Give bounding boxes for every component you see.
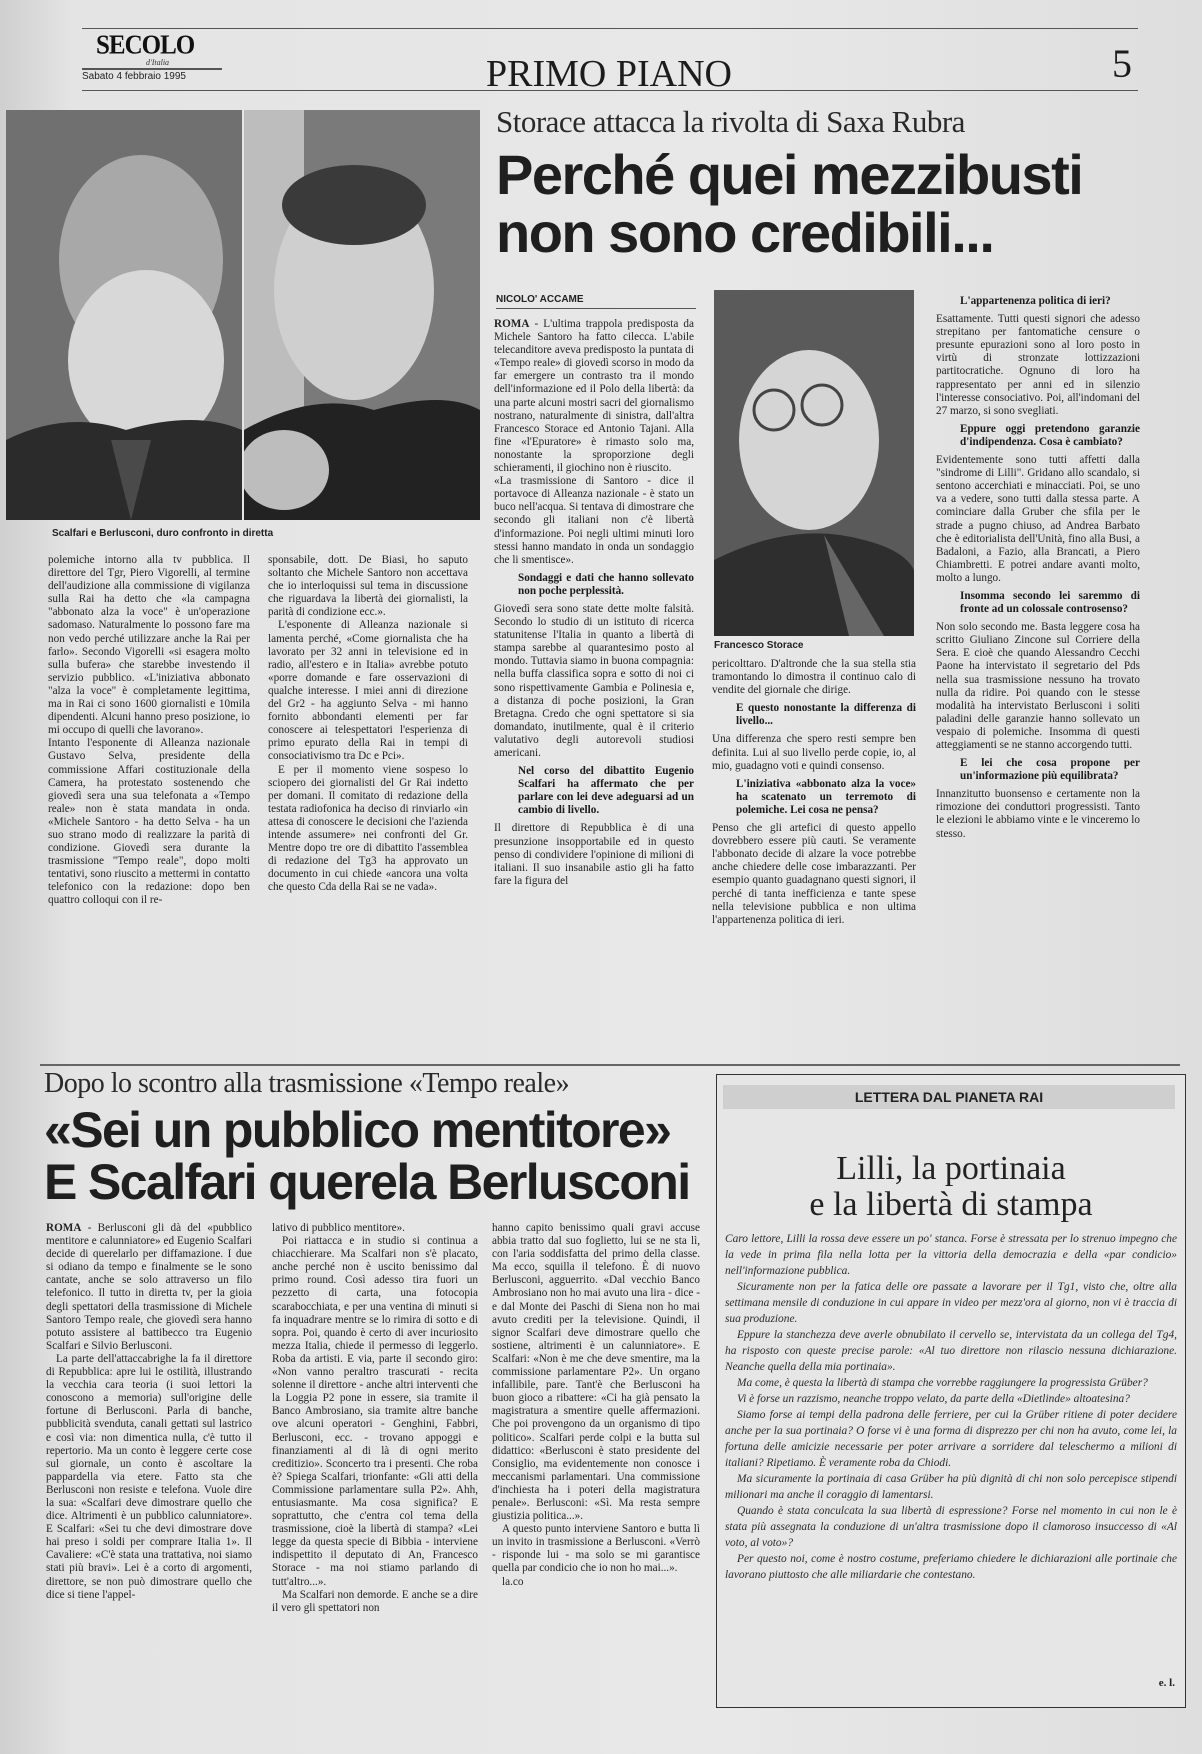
letter-signature: e. l. (1158, 1677, 1175, 1689)
interview-question: E lei che cosa propone per un'informazione più equilibrata? (960, 757, 1140, 783)
paragraph: lativo di pubblico mentitore». (272, 1222, 405, 1234)
logo-rule (82, 68, 222, 70)
bottom-kicker: Dopo lo scontro alla trasmissione «Tempo reale» (44, 1068, 570, 1099)
interview-question: Insomma secondo lei saremmo di fronte ad un colossale controsenso? (960, 589, 1140, 616)
interview-answer: pericolttaro. D'altronde che la sua stella stia tramontando lo dimostra il continuo calo di vendite del giornale che dirige. (712, 658, 916, 697)
paragraph: L'esponente di Alleanza nazionale si lamenta perché, «Come giornalista che ha lavorato per 32 anni in televisione ed in radio, all'estero e in Italia» avrebbe potuto «porre domande e fare osservazioni di qualche interesse. I miei anni di direzione del Gr2 - ha aggiunto Selva - mi hanno fornito abbondanti elementi per far conoscere ai telespettatori l'esperienza di primo epurato della Rai in tempi di consociativismo tra Dc e Pci». (268, 619, 468, 763)
top-headline-line2: non sono credibili... (496, 201, 994, 264)
interview-answer: Penso che gli artefici di questo appello dovrebbero essere più cauti. Se veramente l'abbonato decide di alzare la voce potrebbe anche chiedere delle cose imbarazzanti. Per esempio quanto guadagnano questi signori, il perché di tanta inefficienza e tante spese nella televisione pubblica e non ultima l'appartenenza politica di ieri. (712, 822, 916, 926)
letter-paragraph: Quando è stata conculcata la sua libertà di espressione? Forse nel momento in cui non le è stata più assegnata la conduzione di un'altra trasmissione dopo il clamoroso insuccesso di «Al voto, al voto»? (725, 1505, 1177, 1549)
interview-question: Eppure oggi pretendono garanzie d'indipendenza. Cosa è cambiato? (960, 422, 1140, 448)
interview-answer: Una differenza che spero resti sempre ben definita. Lui al suo livello perde copie, io, al mio, guadagno voti e quindi consenso. (712, 733, 916, 772)
bottom-headline-line2: E Scalfari querela Berlusconi (44, 1154, 690, 1210)
interview-question: E questo nonostante la differenza di livello... (736, 702, 916, 728)
section-title-text: PRIMO PIANO (486, 53, 732, 95)
interview-answer: Il direttore di Repubblica è di una presunzione insopportabile ed in questo penso di condividere l'opinione di milioni di italiani. Il suo insanabile astio gli ha fatto fare la figura del (494, 822, 694, 887)
bottom-column-1 (46, 1222, 252, 1602)
top-left-column-1 (48, 554, 250, 908)
paragraph: Intanto l'esponente di Alleanza nazionale Gustavo Selva, presidente della commissione Affari costituzionale della Camera, ha protestato sostenendo che giovedì sera una sua telefonata a «Tempo reale» non è stata mandata in onda. «Michele Santoro - ha detto Selva - ha un suo strano modo di realizzare la parità di condizione. Giovedì sera durante la trasmissione "Tempo reale", dopo molti tentativi, sono riuscito a mettermi in contatto telefonico con la redazione: dopo ben quattro colloqui con il re- (48, 737, 250, 907)
photo-berlusconi (244, 110, 480, 520)
letter-title-line2: e la libertà di stampa (809, 1186, 1093, 1223)
photo-caption-storace: Francesco Storace (714, 640, 804, 651)
letter-paragraph: Siamo forse ai tempi della padrona delle ferriere, per cui la Grüber ritiene di poter decidere anche per la sua portinaia? O forse vi è una forma di disprezzo per chi non ha avuto, come lei, la fortuna delle amicizie necessarie per poter arrivare a sorridere dal teleschermo a milioni di italiani? Ripetiamo. È veramente roba da Chiodi. (725, 1409, 1177, 1469)
newspaper-logo-subtitle: d'Italia (146, 58, 170, 67)
letter-body (725, 1231, 1177, 1583)
interview-column-1 (494, 318, 694, 888)
newspaper-logo: SECOLO (96, 30, 195, 61)
letter-paragraph: Caro lettore, Lilli la rossa deve essere un po' stanca. Forse è stressata per lo strenuo impegno che la vede in prima fila nella lotta per la vittoria della democrazia e della «par condicio» nell'informazione pubblica. (725, 1233, 1177, 1277)
paragraph: Poi riattacca e in studio si continua a chiacchierare. Ma Scalfari non s'è placato, anche perché non è uscito benissimo dal primo round. Così adesso tira fuori un pezzetto di carta, una fotocopia scarabocchiata, e per una ventina di minuti si fa inquadrare mentre se lo rimira di sotto e di sopra. Poi, quando è certo di aver incuriosito mezza Italia, chiede il permesso di leggerlo. Roba da artisti. E via, parte il secondo giro: «Non vanno peraltro trascurati - recita solenne il direttore - anche altri interventi che la Loggia P2 pone in essere, sia tramite il Banco Ambrosiano, sia tramite altre banche ove alcuni operatori - Genghini, Fabbri, Berlusconi, ecc. - trovano appoggi e finanziamenti al di là di ogni merito creditizio». Sconcerto tra i presenti. Che roba è? Spiega Scalfari, trionfante: «Gli atti della Commissione parlamentare sulla P2». Ahh, entusiasmante. Ma cosa significa? E soprattutto, che c'entra col tema della trasmissione, cioè la libertà di stampa? «Lei legge da questa specie di Bibbia - interviene indispettito il deputato di An, Francesco Storace - ma noi stiamo parlando di tutt'altro...». (272, 1235, 478, 1588)
byline-rule (496, 308, 696, 309)
author-initials: la.co (502, 1575, 524, 1588)
letter-box (716, 1074, 1186, 1708)
interview-question: L'iniziativa «abbonato alza la voce» ha scatenato un terremoto di polemiche. Lei cosa ne pensa? (736, 777, 916, 816)
paragraph (46, 1222, 252, 1353)
top-left-column-2 (268, 554, 468, 894)
intro-text: - L'ultima trappola predisposta da Michele Santoro ha fatto cilecca. L'abile telecanditore aveva predisposto la puntata di «Tempo reale» di giovedì scorso in modo da far emergere un contrasto tra il mondo dell'informazione ed il Polo della libertà: da una parte alcuni mostri sacri del giornalismo nostrano, naturalmente di sinistra, dall'altra Francesco Storace ed Antonio Tajani. Alla fine «l'Epuratore» è rimasto solo ma, nonostante la sproporzione degli schieramenti, il giochino non è riuscito. (494, 318, 694, 475)
paragraph: A questo punto interviene Santoro e butta lì un invito in trasmissione a Berlusconi. «Verrò - risponde lui - ma solo se mi garantisce quella par condicio che io non ho mai...». (492, 1523, 700, 1575)
masthead-bottom-rule (82, 90, 1138, 91)
bottom-column-3 (492, 1222, 700, 1589)
letter-box-header: LETTERA DAL PIANETA RAI (723, 1085, 1175, 1109)
lead-text: - Berlusconi gli dà del «pubblico mentitore e calunniatore» ed Eugenio Scalfari decide di querelarlo per diffamazione. I due si odiano da tempo e finalmente se le sono cantate, anche se solo attraverso un filo telefonico. Il tutto in diretta tv, per la gioia degli spettatori della trasmissione di Michele Santoro Tempo reale, che giovedì sera hanno potuto assistere al battibecco tra Eugenio Scalfari e Silvio Berlusconi. (46, 1222, 252, 1352)
letter-title-line1: Lilli, la portinaia (836, 1150, 1066, 1187)
letter-paragraph: Vi è forse un razzismo, neanche troppo velato, da parte della «Dietlinde» altoatesina? (737, 1393, 1130, 1405)
section-divider (40, 1064, 1180, 1066)
interview-answer: Innanzitutto buonsenso e certamente non la rimozione dei conduttori progressisti. Tanto le elezioni le abbiamo vinte e le vinceremo lo stesso. (936, 788, 1140, 840)
paragraph: hanno capito benissimo quali gravi accuse abbia tratto dal suo foglietto, lui se ne sta lì, con l'aria soddisfatta del primo della classe. Ma ecco, squilla il telefono. È di nuovo Berlusconi, agguerrito. «Dal vecchio Banco Ambrosiano non ho mai avuto una lira - dice - e dal Monte dei Paschi di Siena non ho mai avuto crediti per la televisione. Quindi, il signor Scalfari deve dimostrare quello che sostiene, altrimenti è un calunniatore». E Scalfari: «Non è me che deve smentire, ma la commissione parlamentare P2». Un organo infallibile, pare. Tant'è che Berlusconi ha buon gioco a ribattere: «Ci ha già pensato la magistratura a smentire quelle affermazioni. Che poi provengono da un organismo di tipo politico». Scalfari perde colpi e la butta sul didattico: «Berlusconi è stato presidente del Consiglio, ma evidentemente non conosce i meccanismi parlamentari. Una commissione d'inchiesta ha i poteri della magistratura penale». Berlusconi: «Sì. Ma resta sempre giustizia politica...». (492, 1222, 700, 1523)
interview-question: L'appartenenza politica di ieri? (960, 295, 1111, 307)
bottom-headline-line1: «Sei un pubblico mentitore» (44, 1102, 671, 1158)
letter-paragraph: Per questo noi, come è nostro costume, preferiamo chiedere le dichiarazioni alle portinaie che lavorano piuttosto che alle miliardarie che contestano. (725, 1553, 1177, 1581)
interview-answer: Esattamente. Tutti questi signori che adesso strepitano per fantomatiche censure o presunte epurazioni sono al loro posto in virtù di stronzate lottizzazioni partitocratiche. Ognuno di loro ha rappresentato per anni ed in silenzio l'interesse consociativo. Poi, all'indomani del 27 marzo, si sono svegliati. (936, 313, 1140, 417)
interview-column-3 (936, 290, 1140, 841)
photo-scalfari (6, 110, 242, 520)
top-kicker: Storace attacca la rivolta di Saxa Rubra (496, 104, 965, 139)
paragraph: «La trasmissione di Santoro - dice il portavoce di Alleanza nazionale - è stato un buco nell'acqua. Si tentava di dimostrare che secondo gli italiani non c'è libertà d'informazione. Poi negli ultimi minuti loro stessi hanno mandato in onda un sondaggio che li smentisce». (494, 475, 694, 566)
letter-title (717, 1151, 1185, 1223)
photo-caption-scalfari-berlusconi: Scalfari e Berlusconi, duro confronto in diretta (52, 528, 274, 539)
paragraph: La parte dell'attaccabrighe la fa il direttore di Repubblica: apre lui le ostilità, illustrando la vecchia cara teoria (i suoi lettori la conoscono a memoria) sull'origine delle fortune di Berlusconi. Parla di banche, pubblicità svenduta, canali gettati sul lastrico e così via: non dimentica nulla, c'è tutto il repertorio. Ma un conto è leggere certe cose sul giornale, un conto è ascoltare la pappardella via etere. Fatto sta che Berlusconi non resiste e telefona. Vuole dire la sua: «Scalfari deve dimostrare quello che dice. Altrimenti è un pubblico calunniatore». E Scalfari: «Sei tu che devi dimostrare dove hai preso i soldi per comprare Italia 1». Il Cavaliere: «C'è stata una trattativa, noi siamo stati più bravi». Lei è a corto di argomenti, direttore, se non può dimostrare quello che dice si tiene l'appel- (46, 1352, 252, 1601)
paragraph: polemiche intorno alla tv pubblica. Il direttore del Tgr, Piero Vigorelli, al termine dell'audizione alla commissione di vigilanza sulla Rai ha detto che «la campagna "abbonato alza la voce" è un'operazione sadomaso. Naturalmente lo possono fare ma non vedo perché utilizzare anche la Rai per farlo». Secondo Vigorelli «si esagera molto sulla bufera» che starebbe investendo il servizio pubblico. «L'iniziativa abbonato "alza la voce" è completamente legittima, ma in Rai ci sono 1600 giornalisti e 10mila dipendenti. Alcuni hanno preso posizione, io mi occupo di quelli che lavorano». (48, 554, 250, 737)
interview-answer: Non solo secondo me. Basta leggere cosa ha scritto Giuliano Zincone sul Corriere della Sera. E cioè che quando Alessandro Cecchi Paone ha intervistato il segretario del Pds nella sua trasmissione nessuno ha trovato nulla da ridire. Poi quando con le stesse modalità ha intervistato Berlusconi i soliti paladini delle garanzie hanno sollevato un vespaio di polemiche. Insomma di questi atteggiamenti se ne stanno accorgendo tutti. (936, 621, 1140, 751)
paragraph: Ma Scalfari non demorde. E anche se a dire il vero gli spettatori non (272, 1588, 478, 1614)
interview-answer: Giovedì sera sono state dette molte falsità. Secondo lo studio di un istituto di ricerca statunitense l'Italia in quanto a libertà di stampa sarebbe al quarantesimo posto al mondo. Tuttavia siamo in buona compagnia: nella buffa classifica sopra e sotto di noi ci sono rispettivamente Gambia e Polinesia e, a distanza di poche posizioni, la Gran Bretagna. Credo che ogni spettatore si sia domandato, inutilmente, qual è il criterio valutativo degli autorevoli studiosi americani. (494, 602, 694, 759)
masthead-top-rule (82, 28, 1138, 29)
paragraph: E per il momento viene sospeso lo sciopero dei giornalisti del Gr Rai indetto per domani. Il comitato di redazione della testata radiofonica ha deciso di rinviarlo «in attesa di conoscere le decisioni che l'azienda intende assumere» nei confronti del Gr. Mentre dopo tre ore di dibattito l'assemblea di redazione del Tg3 ha approvato un documento in cui chiede «ancora una volta che questo Cda della Rai se ne vada». (268, 763, 468, 894)
byline: NICOLO' ACCAME (496, 294, 584, 305)
letter-paragraph: Ma sicuramente la portinaia di casa Grüber ha più dignità di chi non solo percepisce stipendi milionari ma anche il coraggio di lamentarsi. (725, 1473, 1177, 1501)
top-headline-line1: Perché quei mezzibusti (496, 143, 1083, 206)
letter-paragraph: Ma come, è questa la libertà di stampa che vorrebbe raggiungere la progressista Grüber? (737, 1377, 1148, 1389)
interview-question: Sondaggi e dati che hanno sollevato non poche perplessità. (518, 571, 694, 597)
page-number: 5 (1112, 41, 1132, 86)
interview-column-2 (712, 658, 916, 927)
paragraph (494, 318, 694, 475)
interview-question: Nel corso del dibattito Eugenio Scalfari ha affermato che per parlare con lei deve adeguarsi ad un cambio di livello. (518, 765, 694, 817)
issue-date: Sabato 4 febbraio 1995 (82, 71, 186, 82)
paragraph: sponsabile, dott. De Biasi, ho saputo soltanto che Michele Santoro non accettava che io interloquissi sul tema in discussione che riguardava la libertà dei giornalisti, la parità di condizione ecc.». (268, 554, 468, 619)
letter-paragraph: Eppure la stanchezza deve averle obnubilato il cervello se, intervistata da un collega del Tg4, ha risposto con queste precise parole: «Al tuo direttore non rilascio nessuna dichiarazione. Neanche quella della mia portinaia». (725, 1329, 1177, 1373)
bottom-column-2 (272, 1222, 478, 1615)
letter-paragraph: Sicuramente non per la fatica delle ore passate a lavorare per il Tg1, visto che, oltre alla settimana mensile di conduzione in cui appare in video per mezz'ora al giorno, non vi è traccia di sua produzione. (725, 1281, 1177, 1325)
top-headline (496, 143, 1083, 264)
dateline: ROMA (46, 1222, 82, 1234)
bottom-headline (44, 1104, 690, 1208)
photo-storace (714, 290, 914, 636)
interview-answer: Evidentemente sono tutti affetti dalla "sindrome di Lilli". Gridano allo scandalo, si sentono accerchiati e minacciati. Poi, se uno va a vedere, sono tutti dalla stessa parte. A cominciare dalla Gruber che sfila per le strade a pugno chiuso, ad Andrea Barbato che è editorialista dell'Unità, fino alla Busi, a Badaloni, a Fazio, alla Brancati, a Piero Chiambretti. E potrei andare avanti molto, molto a lungo. (936, 454, 1140, 584)
dateline: ROMA (494, 318, 530, 330)
